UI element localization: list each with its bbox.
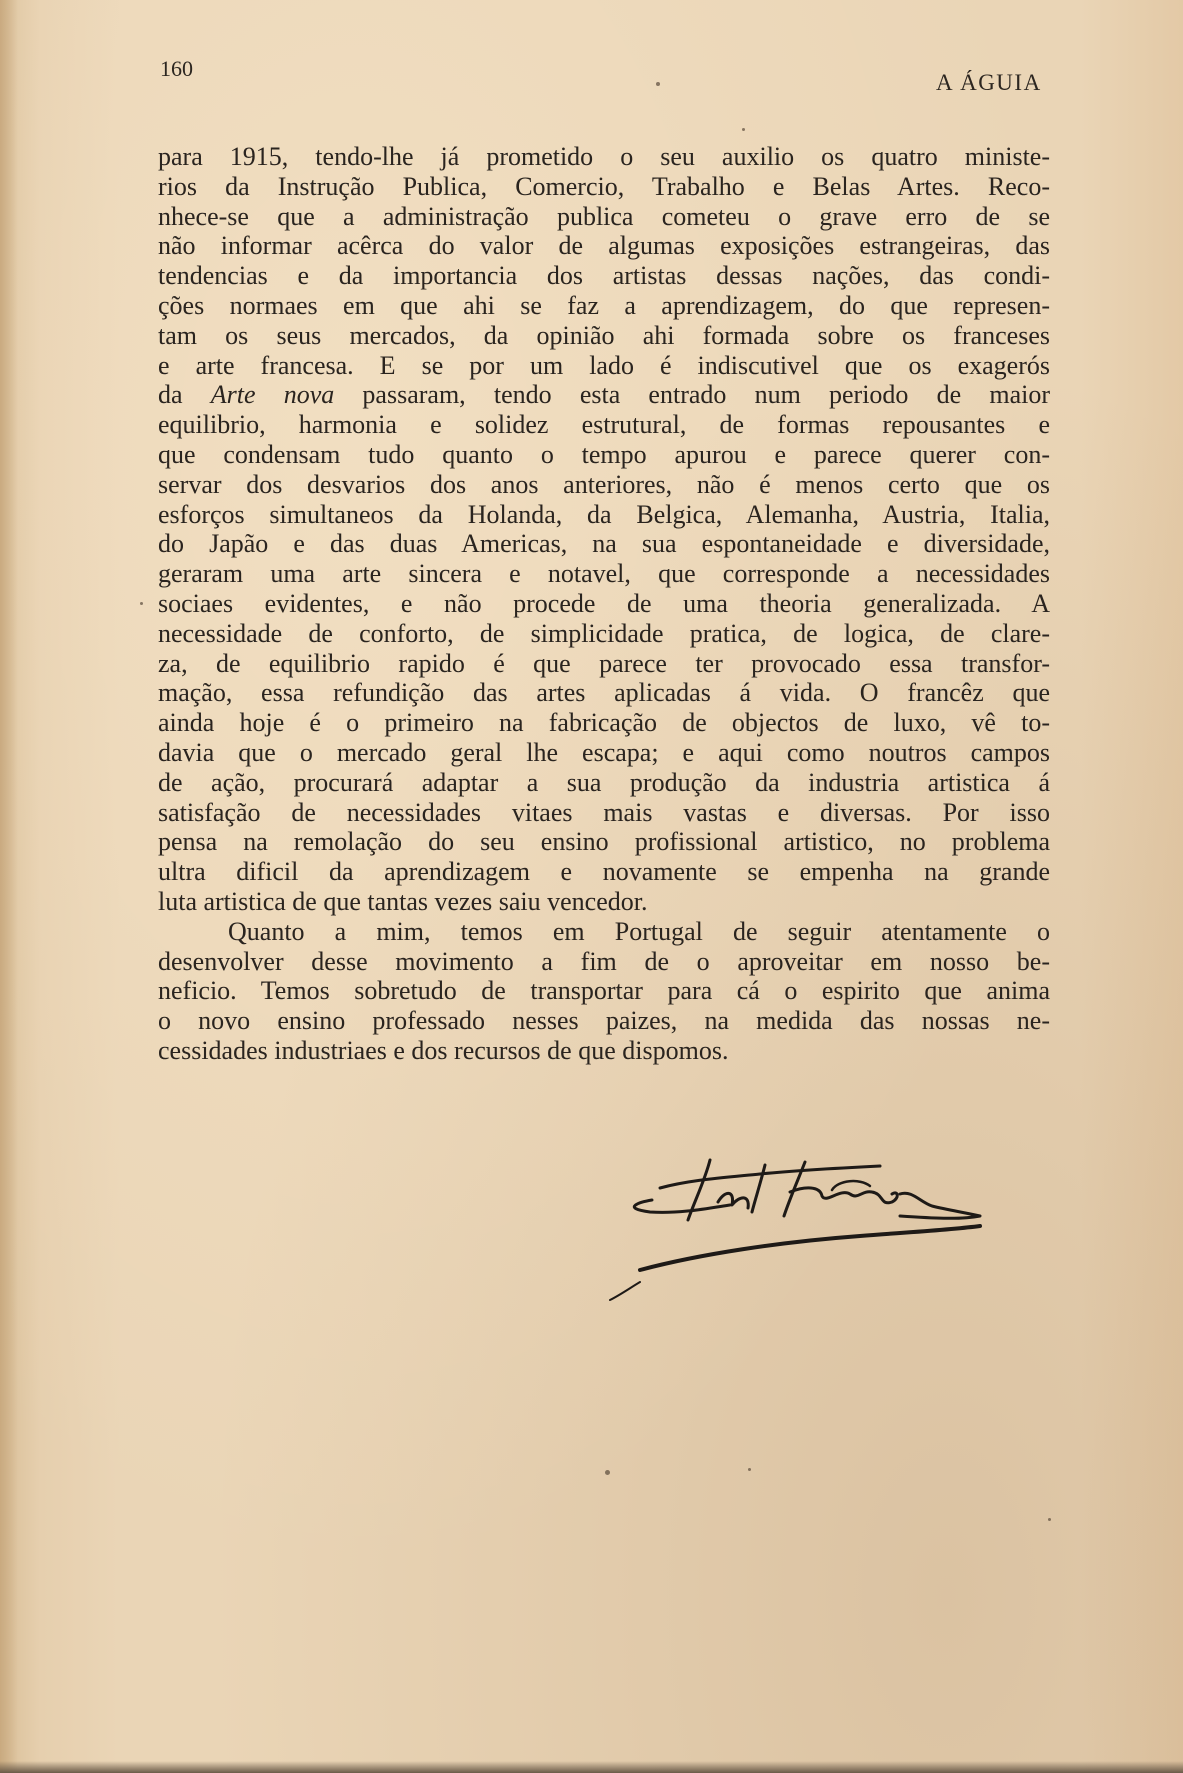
page-number: 160 [160,56,193,81]
text-line-27: Quanto a mim, temos em Portugal de seguir atentamente o [228,916,1050,946]
text-line-24: pensa na remolação do seu ensino profissional artistico, no problema [158,827,1050,857]
text-line-30: o novo ensino professado nesses paizes, na medida das nossas ne- [158,1006,1050,1036]
text-line-20: ainda hoje é o primeiro na fabricação de objectos de luxo, vê to- [158,708,1050,738]
text-line-4: não informar acêrca do valor de algumas exposições estrangeiras, das [158,231,1050,261]
text-line-25: ultra dificil da aprendizagem e novamente se empenha na grande [158,857,1050,887]
text-line-1: para 1915, tendo-lhe já prometido o seu auxilio os quatro ministe- [158,142,1050,171]
ink-speck [656,82,660,86]
text-line-17: necessidade de conforto, de simplicidade pratica, de logica, de clare- [158,618,1050,648]
ink-speck [1048,1518,1051,1521]
text-line-28: desenvolver desse movimento a fim de o aproveitar em nosso be- [158,946,1050,976]
ink-speck [742,128,745,131]
text-line-9-before: da [158,380,211,410]
text-line-13: esforços simultaneos da Holanda, da Belgica, Alemanha, Austria, Italia, [158,499,1050,529]
text-line-7: tam os seus mercados, da opinião ahi formada sobre os franceses [158,320,1050,350]
body-text [158,142,1050,1066]
text-line-9 [158,380,1050,410]
text-line-3: nhece-se que a administração publica cometeu o grave erro de se [158,201,1050,231]
ink-speck [140,602,143,605]
text-line-9-after: passaram, tendo esta entrado num periodo de maior [334,380,1050,410]
text-line-2: rios da Instrução Publica, Comercio, Trabalho e Belas Artes. Reco- [158,171,1050,201]
text-line-6: ções normaes em que ahi se faz a aprendizagem, do que represen- [158,290,1050,320]
text-line-18: za, de equilibrio rapido é que parece ter provocado essa transfor- [158,648,1050,678]
text-line-19: mação, essa refundição das artes aplicadas á vida. O francêz que [158,678,1050,708]
text-line-31: cessidades industriaes e dos recursos de que dispomos. [158,1035,729,1065]
text-line-11: que condensam tudo quanto o tempo apurou e parece querer con- [158,439,1050,469]
text-line-16: sociaes evidentes, e não procede de uma theoria generalizada. A [158,588,1050,618]
text-line-29: neficio. Temos sobretudo de transportar para cá o espirito que anima [158,976,1050,1006]
text-line-23: satisfação de necessidades vitaes mais vastas e diversas. Por isso [158,797,1050,827]
ink-speck [605,1470,610,1475]
text-line-22: de ação, procurará adaptar a sua produção da industria artistica á [158,767,1050,797]
italic-title-arte-nova: Arte nova [210,380,335,410]
text-line-12: servar dos desvarios dos anos anteriores, não é menos certo que os [158,469,1050,499]
text-line-10: equilibrio, harmonia e solidez estrutural, de formas repousantes e [158,410,1050,440]
text-line-26: luta artistica de que tantas vezes saiu vencedor. [158,886,648,916]
page-bottom-edge [0,1761,1183,1773]
text-line-8: e arte francesa. E se por um lado é indiscutivel que os exagerós [158,350,1050,380]
running-title: A ÁGUIA [936,70,1042,95]
ink-speck [748,1468,751,1471]
page-spine-shadow [0,0,18,1773]
text-line-15: geraram uma arte sincera e notavel, que corresponde a necessidades [158,559,1050,589]
handwritten-signature [600,1150,1020,1320]
text-line-21: davia que o mercado geral lhe escapa; e aqui como noutros campos [158,737,1050,767]
text-line-5: tendencias e da importancia dos artistas dessas nações, das condi- [158,261,1050,291]
text-line-14: do Japão e das duas Americas, na sua espontaneidade e diversidade, [158,529,1050,559]
